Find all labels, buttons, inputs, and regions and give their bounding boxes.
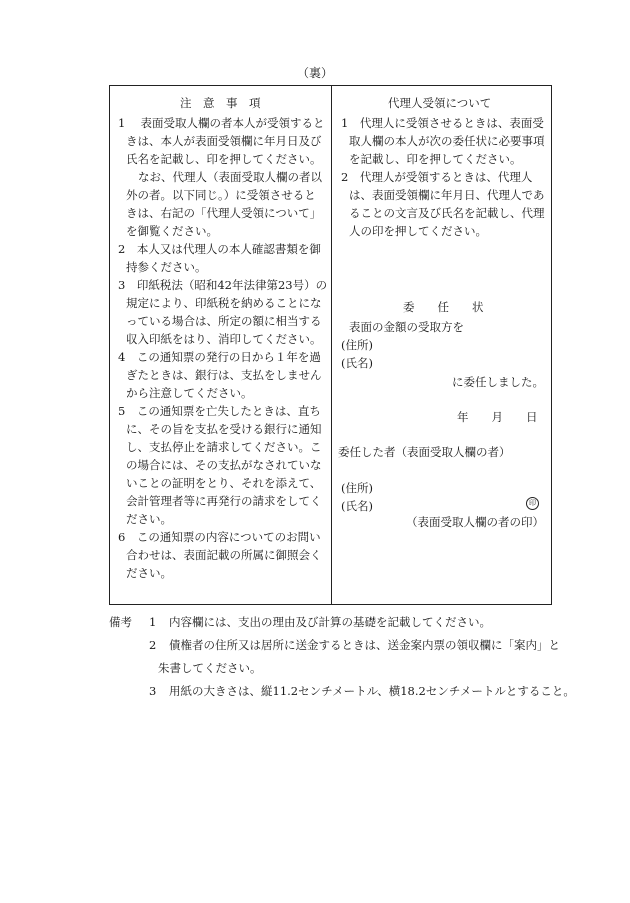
notes-line: 規定により、印紙税を納めることにな <box>126 296 322 310</box>
poa-address-label: (住所) <box>341 338 373 352</box>
notes-line: 外の者。以下同じ。）に受領させると <box>126 188 316 202</box>
notes-line: 持参ください。 <box>126 260 207 274</box>
notes-line: 合わせは、表面記載の所属に御照会く <box>126 548 322 562</box>
proxy-line: 2 代理人が受領するときは、代理人 <box>341 170 533 184</box>
poa-date: 年 月 日 <box>457 410 538 424</box>
remarks-num: 1 <box>149 615 157 629</box>
page-title: （裏） <box>296 66 333 80</box>
remarks-text: 債権者の住所又は居所に送金するときは、送金案内票の領収欄に「案内」と <box>169 638 560 652</box>
notes-line: 4 この通知票の発行の日から１年を過 <box>118 350 321 364</box>
poa-intro: 表面の金額の受取方を <box>349 320 464 334</box>
notes-line: きは、右記の「代理人受領について」 <box>126 206 322 220</box>
column-divider <box>331 85 332 605</box>
notes-line: ださい。 <box>126 512 172 526</box>
notes-line: 収入印紙をはり、消印してください。 <box>126 332 322 346</box>
notes-line: 6 この通知票の内容についてのお問い <box>118 530 321 544</box>
notes-line: 2 本人又は代理人の本人確認書類を御 <box>118 242 321 256</box>
remarks-text: 用紙の大きさは、縦11.2センチメートル、横18.2センチメートルとすること。 <box>169 684 575 698</box>
remarks-num: 2 <box>149 638 157 652</box>
notes-line: きは、本人が表面受領欄に年月日及び <box>126 134 322 148</box>
notes-line: を御覧ください。 <box>126 224 218 238</box>
remarks-label: 備考 <box>109 615 132 629</box>
notes-heading: 注 意 事 項 <box>180 96 261 110</box>
notes-line: 5 この通知票を亡失したときは、直ち <box>118 404 321 418</box>
notes-line: ぎたときは、銀行は、支払をしません <box>126 368 322 382</box>
proxy-line: は、表面受領欄に年月日、代理人であ <box>349 188 545 202</box>
notes-line: ださい。 <box>126 566 172 580</box>
remarks-text: 朱書してください。 <box>158 661 262 675</box>
notes-line: 3 印紙税法（昭和42年法律第23号）の <box>118 278 328 292</box>
poa-name-label: (氏名) <box>341 356 373 370</box>
notes-line: し、支払停止を請求してください。こ <box>126 440 322 454</box>
poa-address-label-2: (住所) <box>341 481 373 495</box>
poa-delegator: 委任した者（表面受取人欄の者） <box>338 445 511 459</box>
proxy-line: 人の印を押してください。 <box>349 224 487 238</box>
poa-name-label-2: (氏名) <box>341 499 373 513</box>
poa-title: 委 任 状 <box>403 300 484 314</box>
poa-seal-note: （表面受取人欄の者の印） <box>406 515 544 529</box>
proxy-line: を記載し、印を押してください。 <box>349 152 522 166</box>
poa-delegated-text: に委任しました。 <box>452 375 544 389</box>
notes-line: 1 表面受取人欄の者本人が受領すると <box>118 116 325 130</box>
notes-line: なお、代理人（表面受取人欄の者以 <box>138 170 322 184</box>
notes-line: いことの証明をとり、それを添えて、 <box>126 476 322 490</box>
notes-line: に、その旨を支払を受ける銀行に通知 <box>126 422 322 436</box>
proxy-heading: 代理人受領について <box>388 96 492 110</box>
notes-line: 氏名を記載し、印を押してください。 <box>126 152 322 166</box>
notes-line: から注意してください。 <box>126 386 253 400</box>
notes-line: っている場合は、所定の額に相当する <box>126 314 322 328</box>
proxy-line: ることの文言及び氏名を記載し、代理 <box>349 206 545 220</box>
seal-mark: 印 <box>526 497 539 510</box>
remarks-num: 3 <box>149 684 157 698</box>
notes-line: 会計管理者等に再発行の請求をしてく <box>126 494 322 508</box>
proxy-line: 1 代理人に受領させるときは、表面受 <box>341 116 544 130</box>
notes-line: の場合には、その支払がなされていな <box>126 458 322 472</box>
remarks-text: 内容欄には、支出の理由及び計算の基礎を記載してください。 <box>169 615 491 629</box>
proxy-line: 取人欄の本人が次の委任状に必要事項 <box>349 134 545 148</box>
